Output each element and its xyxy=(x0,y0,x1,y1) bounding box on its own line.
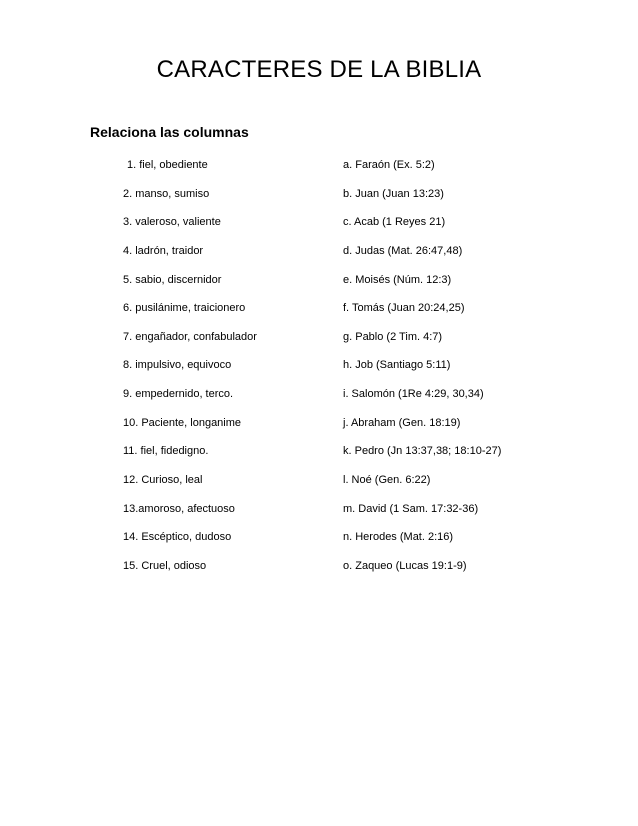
matching-row xyxy=(0,266,638,295)
page-title: CARACTERES DE LA BIBLIA xyxy=(156,56,482,83)
matching-row xyxy=(0,151,638,180)
trait-item: 6. pusilánime, traicionero xyxy=(123,302,246,315)
trait-item: 5. sabio, discernidor xyxy=(123,273,222,286)
trait-item: 15. Cruel, odioso xyxy=(123,559,207,572)
trait-item: 12. Curioso, leal xyxy=(123,474,203,487)
character-item: g. Pablo (2 Tim. 4:7) xyxy=(343,330,443,343)
character-item: o. Zaqueo (Lucas 19:1-9) xyxy=(343,559,467,572)
matching-list xyxy=(0,151,638,581)
trait-item: 8. impulsivo, equivoco xyxy=(123,359,232,372)
matching-row xyxy=(0,208,638,237)
character-item: k. Pedro (Jn 13:37,38; 18:10-27) xyxy=(343,445,502,458)
matching-row xyxy=(0,351,638,380)
matching-row xyxy=(0,466,638,495)
character-item: m. David (1 Sam. 17:32-36) xyxy=(343,502,479,515)
character-item: b. Juan (Juan 13:23) xyxy=(343,187,444,200)
trait-item: 9. empedernido, terco. xyxy=(123,388,234,401)
trait-item: 10. Paciente, longanime xyxy=(123,416,242,429)
character-item: e. Moisés (Núm. 12:3) xyxy=(343,273,452,286)
character-item: f. Tomás (Juan 20:24,25) xyxy=(343,302,465,315)
trait-item: 1. fiel, obediente xyxy=(127,159,208,171)
trait-item: 11. fiel, fidedigno. xyxy=(123,445,209,458)
trait-item: 2. manso, sumiso xyxy=(123,187,210,200)
matching-row xyxy=(0,237,638,266)
character-item: l. Noé (Gen. 6:22) xyxy=(343,474,431,487)
matching-row xyxy=(0,552,638,581)
matching-row xyxy=(0,380,638,409)
trait-item: 7. engañador, confabulador xyxy=(123,330,257,343)
character-item: h. Job (Santiago 5:11) xyxy=(343,359,451,372)
character-item: i. Salomón (1Re 4:29, 30,34) xyxy=(343,388,484,401)
trait-item: 3. valeroso, valiente xyxy=(123,216,221,229)
matching-row xyxy=(0,323,638,352)
matching-row xyxy=(0,523,638,552)
matching-row xyxy=(0,409,638,438)
trait-item: 4. ladrón, traidor xyxy=(123,244,204,257)
character-item: a. Faraón (Ex. 5:2) xyxy=(343,159,435,171)
character-item: j. Abraham (Gen. 18:19) xyxy=(343,416,461,429)
matching-row xyxy=(0,180,638,209)
character-item: c. Acab (1 Reyes 21) xyxy=(343,216,446,229)
matching-row xyxy=(0,495,638,524)
character-item: n. Herodes (Mat. 2:16) xyxy=(343,531,454,544)
matching-row xyxy=(0,437,638,466)
instruction-heading: Relaciona las columnas xyxy=(90,124,249,140)
trait-item: 14. Escéptico, dudoso xyxy=(123,531,232,544)
character-item: d. Judas (Mat. 26:47,48) xyxy=(343,244,463,257)
matching-row xyxy=(0,294,638,323)
trait-item: 13.amoroso, afectuoso xyxy=(123,502,235,515)
